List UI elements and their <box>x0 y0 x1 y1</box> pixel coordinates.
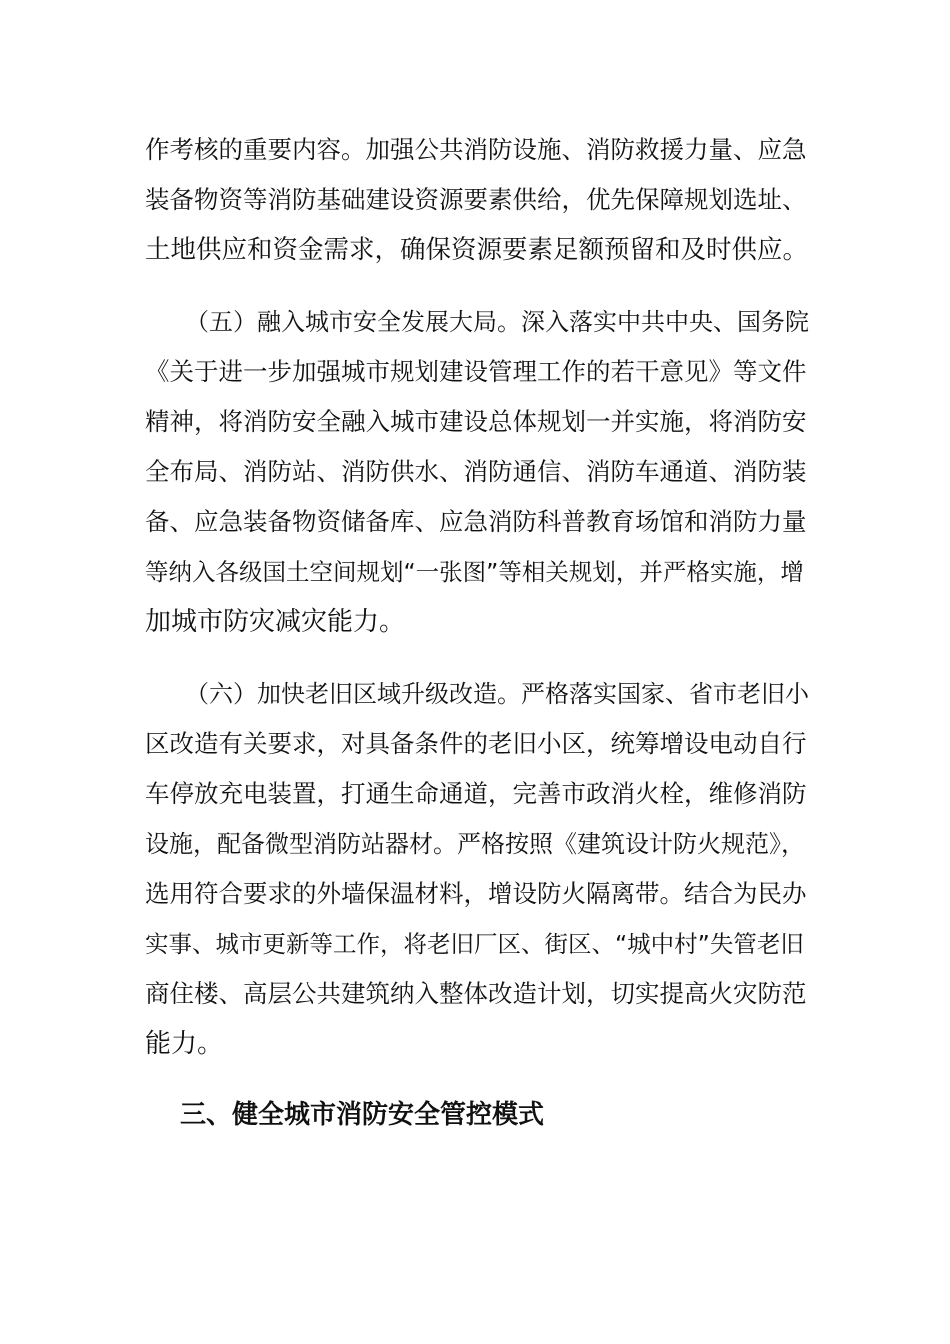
paragraph-2-line-3: 精神，将消防安全融入城市建设总体规划一并实施，将消防安 <box>145 407 807 436</box>
paragraph-2-line-4: 全布局、消防站、消防供水、消防通信、消防车通道、消防装 <box>145 457 807 486</box>
section-heading: 三、健全城市消防安全管控模式 <box>180 1100 545 1130</box>
paragraph-3-line-3: 车停放充电装置，打通生命通道，完善市政消火栓，维修消防 <box>145 779 807 808</box>
paragraph-2-line-6: 等纳入各级国土空间规划“一张图”等相关规划，并严格实施，增 <box>145 558 804 586</box>
paragraph-3-line-5: 选用符合要求的外墙保温材料，增设防火隔离带。结合为民办 <box>145 879 807 908</box>
paragraph-3-line-7: 商住楼、高层公共建筑纳入整体改造计划，切实提高火灾防范 <box>145 979 807 1008</box>
paragraph-2-line-1: （五）融入城市安全发展大局。深入落实中共中央、国务院 <box>185 308 809 336</box>
paragraph-1-line-3: 土地供应和资金需求，确保资源要素足额预留和及时供应。 <box>145 235 809 265</box>
paragraph-2-line-5: 备、应急装备物资储备库、应急消防科普教育场馆和消防力量 <box>145 507 807 536</box>
paragraph-3-line-4: 设施，配备微型消防站器材。严格按照《建筑设计防火规范》， <box>145 830 805 858</box>
paragraph-3-line-8: 能力。 <box>145 1029 224 1059</box>
paragraph-2-line-2: 《关于进一步加强城市规划建设管理工作的若干意见》等文件 <box>145 357 807 386</box>
paragraph-3-line-2: 区改造有关要求，对具备条件的老旧小区，统筹增设电动自行 <box>145 729 807 758</box>
paragraph-3-line-6: 实事、城市更新等工作，将老旧厂区、街区、“城中村”失管老旧 <box>145 930 804 958</box>
paragraph-3-line-1: （六）加快老旧区域升级改造。严格落实国家、省市老旧小 <box>185 680 809 708</box>
paragraph-2-line-7: 加城市防灾减灾能力。 <box>145 607 406 637</box>
paragraph-1-line-2: 装备物资等消防基础建设资源要素供给，优先保障规划选址、 <box>145 185 807 214</box>
paragraph-1-line-1: 作考核的重要内容。加强公共消防设施、消防救援力量、应急 <box>145 135 807 164</box>
